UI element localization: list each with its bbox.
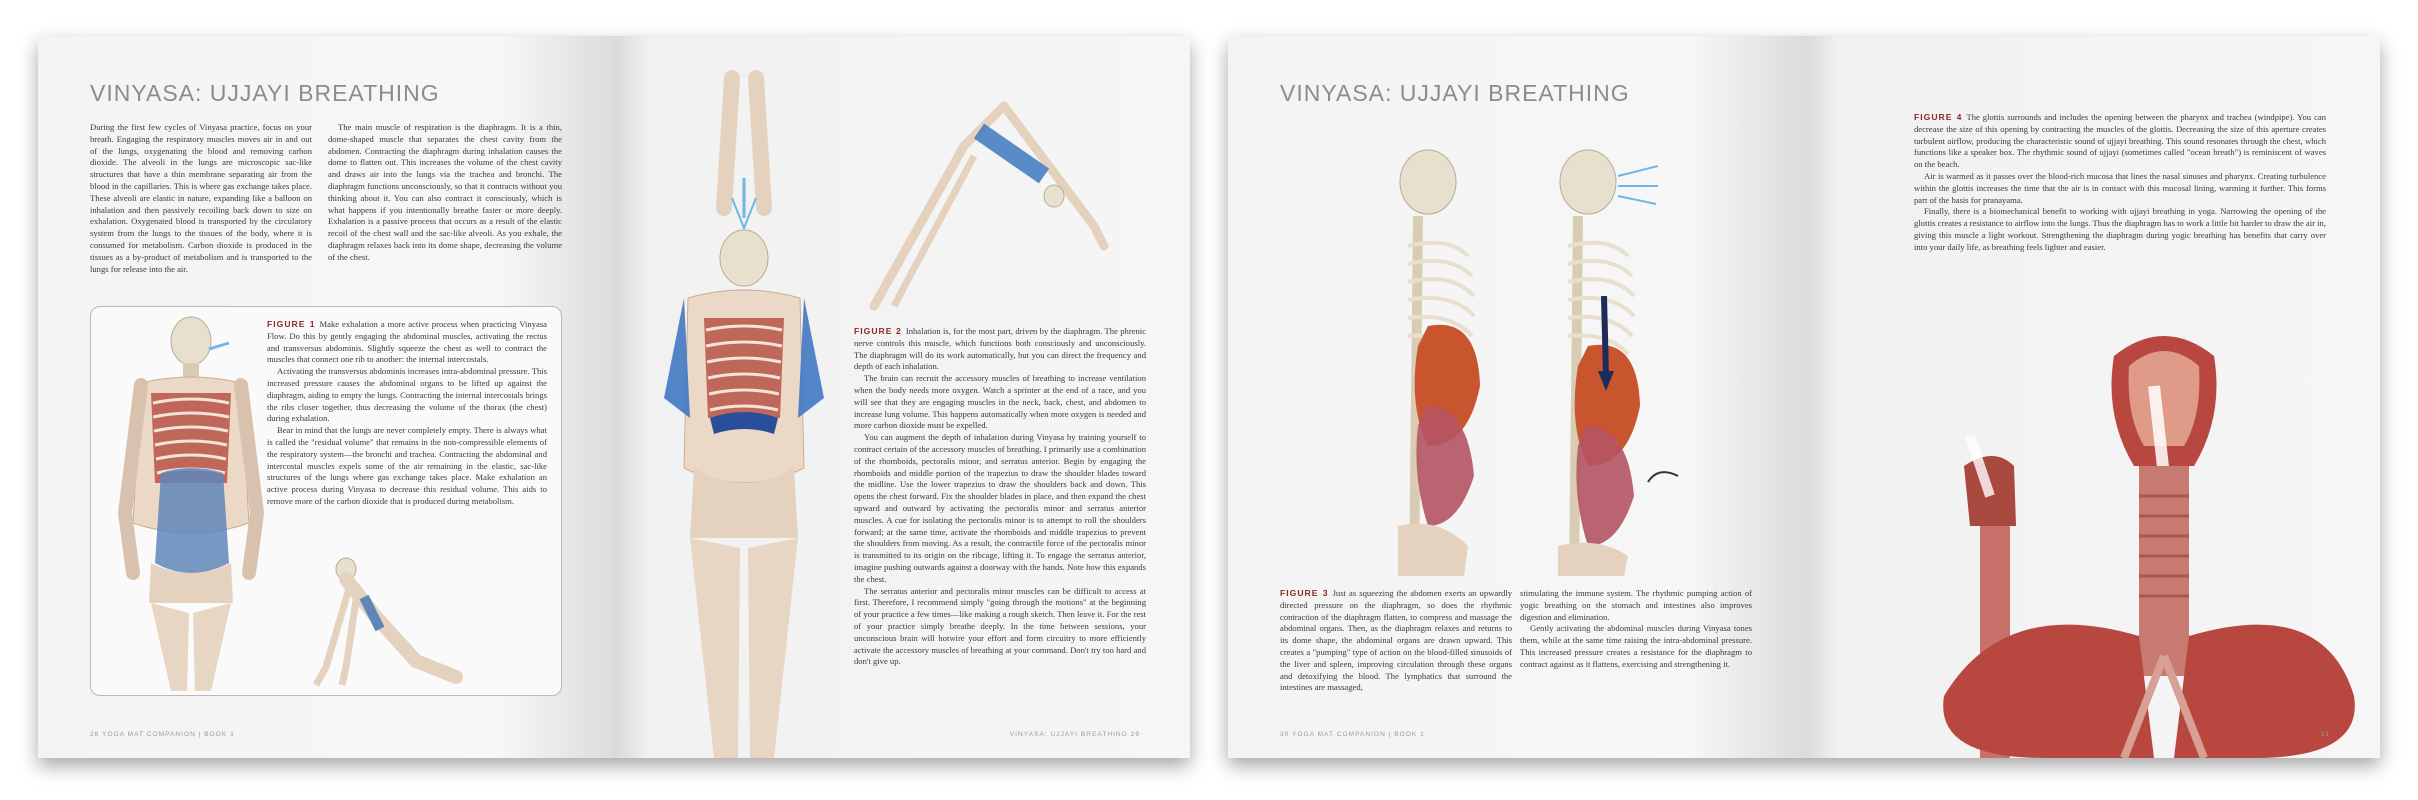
page-28	[38, 36, 614, 758]
page-30	[1228, 36, 1804, 758]
figure-3-caption-column-1: FIGURE 3 Just as squeezing the abdomen exerts an upwardly directed pressure on the diaphragm, so does the rhythmic contraction of the diaphragm flatten, to compress and massage the abdominal organs. Then, as the diaphragm relaxes and returns to its dome shape, the abdominal organs are drawn upward. This creates a "pumping" type of action on the blood-filled sinusoids of the liver and spleen, improving circulation through these organs and detoxifying the blood. The lymphatics that surround the intestines are massaged,	[1280, 588, 1512, 693]
figure-2-downward-dog-illustration	[854, 76, 1114, 316]
figure-3-label: FIGURE 3	[1280, 588, 1329, 598]
figure-1-torso-illustration	[111, 313, 271, 691]
figure-1-box	[90, 306, 562, 696]
figure-2-caption: FIGURE 2 Inhalation is, for the most part, driven by the diaphragm. The phrenic nerve controls this muscle, which functions both consciously and unconsciously. The diaphragm will do its work automatically, but you can direct the frequency and depth of each inhalation. The brain can recruit the accessory muscles of breathing to increase ventilation when the body needs more oxygen. Watch a sprinter at the end of a race, and you will see that they are engaging muscles in the neck, back, chest, and abdomen to increase lung volume. This happens automatically when more oxygen is needed and more carbon dioxide must be expelled. You can augment the depth of inhalation during Vinyasa by training yourself to contract certain of the accessory muscles of breathing. I primarily use a combination of the rhomboids, pectoralis minor, and serratus anterior. Begin by engaging the rhomboids and middle portion of the trapezius to draw the shoulder blades toward the midline. Use the lower trapezius to draw the shoulders back and down. This opens the chest forward. Fix the shoulder blades in place, and then expand the chest upward and outward by activating the pectoralis minor and serratus anterior muscles. A cue for isolating the pectoralis minor is to attempt to roll the shoulders forward; at the same time, activate the rhomboids and middle trapezius to prevent the shoulders from moving. As a result, the contractile force of the pectoralis minor is transmitted to its origin on the ribcage, lifting it. To engage the serratus anterior, imagine pushing outwards against a doorway with the hands. Note how this expands the chest. The serratus anterior and pectoralis minor muscles can be difficult to access at first. Therefore, I recommend simply "going through the motions" at the beginning of your practice a few times—like making a rough sketch. Then leave it. For the rest of your practice simply breathe deeply. In the time between sessions, your unconscious brain will hotwire your effort and form circuitry to more efficiently activate the accessory muscles of breathing at your command. Don't try too hard and don't give up.	[854, 326, 1146, 667]
figure-4-caption: FIGURE 4 The glottis surrounds and includes the opening between the pharynx and trachea (windpipe). You can decrease the size of this opening by contracting the muscles of the glottis. Decreasing the size of this aperture creates turbulent airflow, producing the characteristic sound of ujjayi breathing. This sound resonates through the chest, which functions like a speaker box. The rhythmic sound of ujjayi (sometimes called "ocean breath") is reminiscent of waves on the beach. Air is warmed as it passes over the blood-rich mucosa that lines the nasal sinuses and pharynx. Creating turbulence within the glottis increases the time that the air is in contact with this mucosal lining, warming it further. This forms part of the basis for pranayama. Finally, there is a biomechanical benefit to working with ujjayi breathing in yoga. Narrowing the opening of the glottis creates a resistance to airflow into the lungs. Thus the diaphragm has to work a little bit harder to draw the air in, giving this muscle a light workout. Strengthening the diaphragm during yogic breathing has benefits that carry over into your daily life, as breathing feels lighter and easier.	[1914, 112, 2326, 252]
page-footer: 31	[2320, 731, 2330, 738]
intro-column-1: During the first few cycles of Vinyasa practice, focus on your breath. Engaging the respiratory muscles moves air in and out of the lungs, oxygenating the blood and removing carbon dioxide. The alveoli in the lungs are microscopic sac-like structures that have a thin membrane separating air from the blood in the capillaries. This is where gas exchange takes place. These alveoli are elastic in nature, expanding like a balloon on inhalation and then passively recoiling back down to size on exhalation. Oxygenated blood is transported by the circulatory system from the lungs to the tissues of the body, where it is consumed for metabolism. Carbon dioxide is produced in the tissues as a by-product of metabolism and is transported to the lungs for release into the air.	[90, 122, 312, 274]
intro-column-2: The main muscle of respiration is the diaphragm. It is a thin, dome-shaped muscle that separates the chest cavity from the abdomen. Contracting the diaphragm during inhalation causes the dome to flatten out. This increases the volume of the chest cavity and draws air into the lungs via the trachea and bronchi. The diaphragm functions unconsciously, so that it contracts without you thinking about it. You can also contract it consciously, which is what happens if you intentionally breathe faster or more deeply. Exhalation is a passive process that occurs as a result of the elastic recoil of the chest wall and the sac-like alveoli. As you exhale, the diaphragm relaxes back into its dome shape, decreasing the volume of the chest.	[328, 122, 562, 262]
right-book-spread	[1228, 36, 2380, 758]
figure-3-skeleton-relaxed-illustration	[1368, 146, 1498, 586]
figure-1-label: FIGURE 1	[267, 319, 316, 329]
figure-2-label: FIGURE 2	[854, 326, 902, 336]
left-book-spread	[38, 36, 1190, 758]
figure-3-caption-column-2: stimulating the immune system. The rhythmic pumping action of yogic breathing on the stomach and intestines also improves digestion and elimination. Gently activating the abdominal muscles during Vinyasa tones them, while at the same time raising the intra-abdominal pressure. This increased pressure creates a resistance for the diaphragm to contract against as it flattens, exercising and strengthening it.	[1520, 588, 1752, 669]
figure-3-skeleton-contracted-illustration	[1528, 146, 1708, 586]
page-31	[1804, 36, 2380, 758]
page-footer: VINYASA: UJJAYI BREATHING 29	[1009, 731, 1140, 738]
page-footer: 28 YOGA MAT COMPANION | BOOK 1	[90, 731, 235, 738]
figure-2-standing-illustration	[654, 68, 834, 758]
figure-1-caption: FIGURE 1 Make exhalation a more active process when practicing Vinyasa Flow. Do this by gently engaging the abdominal muscles, activating the rectus and transversus abdominis. Slightly squeeze the chest as well to contract the muscles that connect one rib to another: the internal intercostals. Activating the transversus abdominis increases intra-abdominal pressure. This increased pressure causes the abdominal organs to be lifted up against the diaphragm, aiding to empty the lungs. Contracting the internal intercostals brings the ribs closer together, thus decreasing the volume of the thorax (the chest) during exhalation. Bear in mind that the lungs are never completely empty. There is always what is called the "residual volume" that remains in the non-compressible elements of the respiratory system—the bronchi and trachea. Contracting the abdominal and intercostal muscles expels some of the air remaining in the elastic, sac-like structures of the lungs where gas exchange takes place. Make exhalation an active process during Vinyasa to decrease this residual volume. This aids to remove more of the carbon dioxide that is produced during metabolism.	[267, 319, 547, 506]
page-title: VINYASA: UJJAYI BREATHING	[90, 80, 440, 106]
figure-4-glottis-lungs-illustration	[1924, 316, 2364, 758]
figure-4-label: FIGURE 4	[1914, 112, 1963, 122]
figure-1-cobra-pose-illustration	[306, 557, 466, 691]
page-footer: 30 YOGA MAT COMPANION | BOOK 1	[1280, 731, 1425, 738]
page-title: VINYASA: UJJAYI BREATHING	[1280, 80, 1630, 106]
page-29	[614, 36, 1190, 758]
